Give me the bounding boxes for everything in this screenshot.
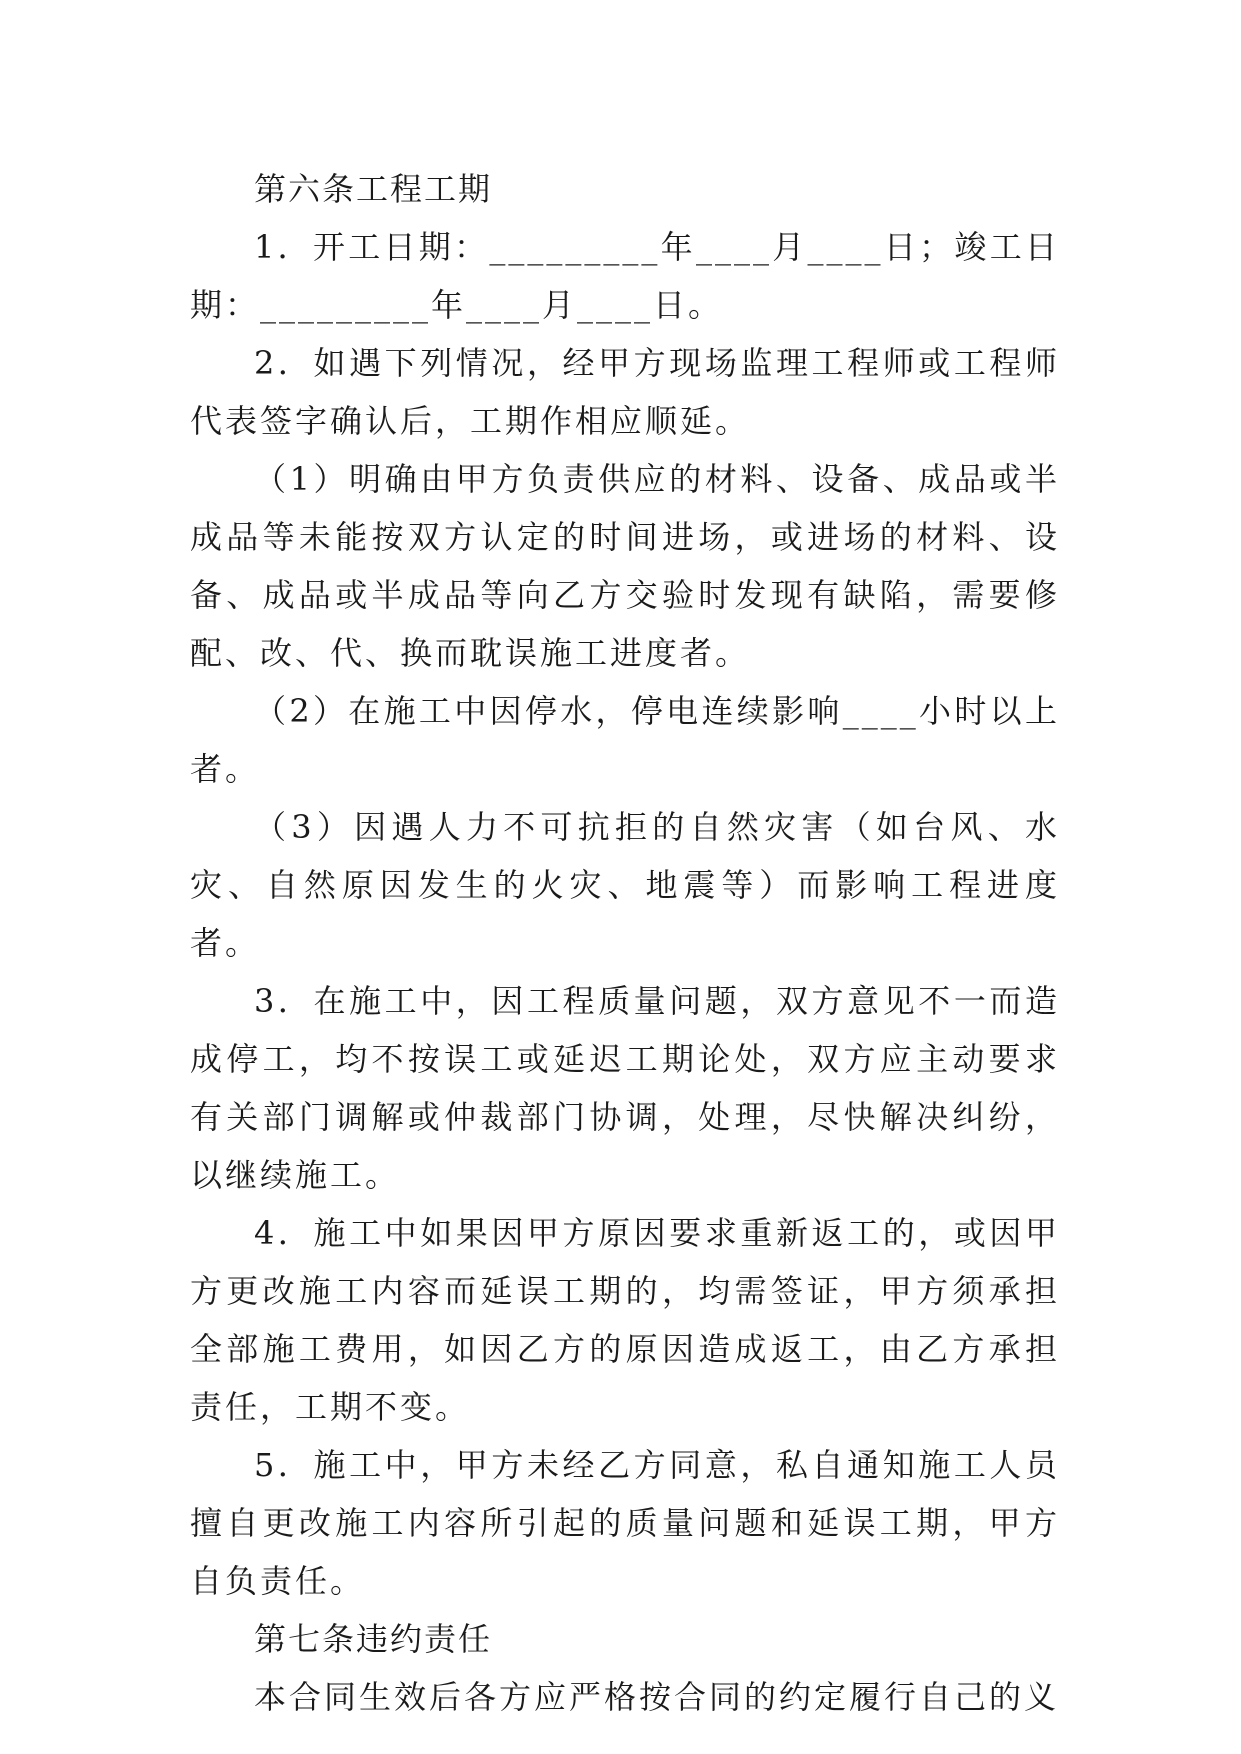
clause-6-2-extension: 2．如遇下列情况，经甲方现场监理工程师或工程师代表签字确认后，工期作相应顺延。 — [190, 344, 1060, 440]
clause-6-5-changes: 5．施工中，甲方未经乙方同意，私自通知施工人员擅自更改施工内容所引起的质量问题和延误工期，甲方自负责任。 — [190, 1446, 1060, 1600]
clause-6-3-dispute: 3．在施工中，因工程质量问题，双方意见不一而造成停工，均不按误工或延迟工期论处，双方应主动要求有关部门调解或仲裁部门协调，处理，尽快解决纠纷，以继续施工。 — [190, 982, 1060, 1194]
article-7-heading: 第七条违约责任 — [254, 1620, 493, 1658]
article-7-intro: 本合同生效后各方应严格按合同的约定履行自己的义 — [254, 1678, 1060, 1716]
clause-6-2-item-2: （2）在施工中因停水，停电连续影响____小时以上者。 — [190, 692, 1060, 788]
clause-6-1-dates: 1．开工日期：_________年____月____日；竣工日期：_________年____月____日。 — [190, 228, 1060, 324]
clause-6-2-item-3: （3）因遇人力不可抗拒的自然灾害（如台风、水灾、自然原因发生的火灾、地震等）而影响工程进度者。 — [190, 808, 1060, 962]
article-6-heading: 第六条工程工期 — [254, 170, 493, 208]
clause-6-4-rework: 4．施工中如果因甲方原因要求重新返工的，或因甲方更改施工内容而延误工期的，均需签证，甲方须承担全部施工费用，如因乙方的原因造成返工，由乙方承担责任，工期不变。 — [190, 1214, 1060, 1426]
document-body — [190, 160, 1060, 1726]
clause-6-2-item-1: （1）明确由甲方负责供应的材料、设备、成品或半成品等未能按双方认定的时间进场，或进场的材料、设备、成品或半成品等向乙方交验时发现有缺陷，需要修配、改、代、换而耽误施工进度者。 — [190, 460, 1060, 672]
